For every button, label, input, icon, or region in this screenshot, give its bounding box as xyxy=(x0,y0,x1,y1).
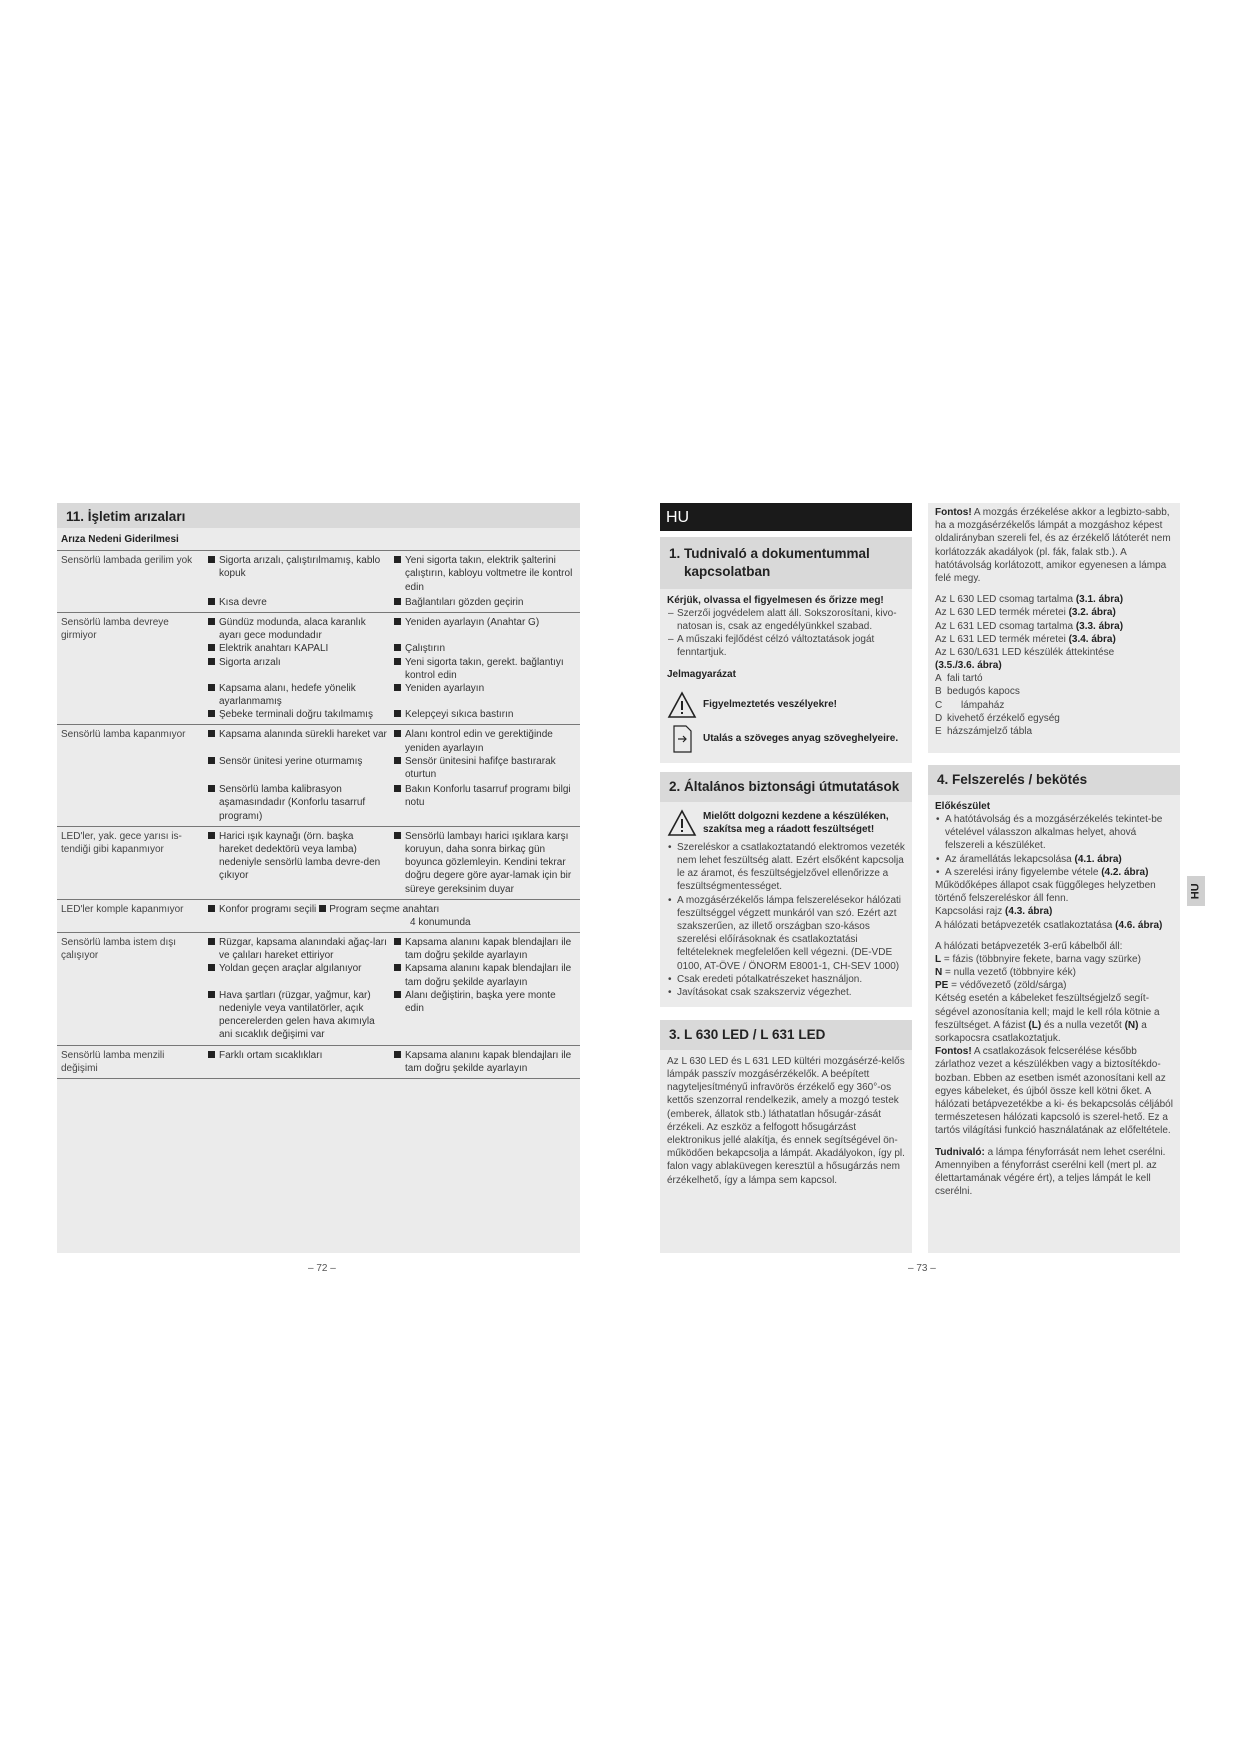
figure-ref: Az L 631 LED csomag tartalma (3.3. ábra) xyxy=(935,620,1124,632)
reference-legend: Utalás a szöveges anyag szöveghelyeire. xyxy=(667,725,905,753)
symptom-cell: Sensörlü lamba devreye girmiyor xyxy=(61,616,169,642)
cause-remedy-inline xyxy=(207,903,580,916)
warning-triangle-icon xyxy=(667,809,697,837)
cause-remedy-pair xyxy=(207,830,580,896)
legend-item: C lámpaház xyxy=(935,699,1005,711)
cause-text: Sigorta arızalı, çalıştırılmamış, kablo kopuk xyxy=(219,555,381,580)
cable-L: L = fázis (többnyire fekete, barna vagy szürke) xyxy=(935,953,1141,965)
section-title: 11. İşletim arızaları xyxy=(57,503,580,528)
install-text: Kapcsolási rajz (4.3. ábra) xyxy=(935,906,1053,918)
section-3-title: 3. L 630 LED / L 631 LED xyxy=(660,1020,912,1050)
read-note: Kérjük, olvassa el figyelmesen és őrizze meg! xyxy=(667,594,884,606)
remedy-text: Sensörlü lambayı harici ışıklara karşı koruyun, daha sonra birkaç gün boyunca gözlemleyin. Kendini tekrar doğru degere göre ayar-lamak için bir süreye gereksinim duyar xyxy=(405,830,572,895)
cause-remedy-pair xyxy=(207,616,580,642)
figure-ref: Az L 630 LED termék méretei (3.2. ábra) xyxy=(935,607,1116,619)
figure-ref: Az L 631 LED termék méretei (3.4. ábra) xyxy=(935,633,1116,645)
lamp-note: Tudnivaló: a lámpa fényforrását nem lehet cserélni. Amennyiben a fényforrást cserélni kell (mert pl. az élettartamának végére ért), a teljes lámpát le kell cserélni. xyxy=(935,1146,1166,1198)
legend-item: B bedugós kapocs xyxy=(935,686,1020,698)
important-note: Fontos! A csatlakozások felcserélése később zárlathoz vezet a készülékben vagy a biztosítékdo-bozban. Ebben az esetben ismét azonosítani kell az egyes kábeleket, és újból össze kell kötni őket. A hálózati betápvezetékbe a ki- és bekapcsolás céljából természetesen hálózati kapcsoló is szerel-hető. Ez a tartós világítási funkció használatának az előfeltétele. xyxy=(935,1046,1173,1137)
cause-text: Sensör ünitesi yerine oturmamış xyxy=(219,755,363,767)
cause-text: Şebeke terminali doğru takılmamış xyxy=(219,709,373,721)
cause-text: Rüzgar, kapsama alanındaki ağaç-ları ve çalıları hareket ettiriyor xyxy=(219,937,387,962)
cause-remedy-pair xyxy=(207,989,580,1042)
troubleshooting-panel xyxy=(57,503,580,1253)
section-4-title: 4. Felszerelés / bekötés xyxy=(928,765,1180,795)
cause-remedy-pair xyxy=(207,755,580,781)
cause-text: Gündüz modunda, alaca karanlık ayarı gece modundadır xyxy=(219,616,366,642)
cause-text: Elektrik anahtarı KAPALI xyxy=(219,643,329,655)
install-bullet: • A hatótávolság és a mozgásérzékelés tekintet-be vételével válasszon alkalmas helyet, ahová felszereli a készüléket. xyxy=(935,813,1173,853)
cause-text: Konfor programı seçili xyxy=(219,903,317,915)
cable-N: N = nulla vezető (többnyire kék) xyxy=(935,967,1076,979)
table-row xyxy=(57,900,580,933)
install-text: Működőképes állapot csak függőleges helyzetben történő felszereléskor áll fenn. xyxy=(935,879,1156,905)
safety-bullet: • A mozgásérzékelős lámpa felszerelésekor hálózati feszültséggel végzett munkáról van szó. Ezért azt szakszerűen, az illető országban szo-kásos szerelési előírásoknak és csatlakoztatási feltételeknek megfelelően kell végezni. (DE-VDE 0100, AT-ÖVE / ÖNORM E8001-1, CH-SEV 1000) xyxy=(667,894,905,973)
copyright-note: – Szerzői jogvédelem alatt áll. Sokszorosítani, kivo-natosan is, csak az engedélyünkkel szabad. xyxy=(667,607,905,633)
table-header: Arıza Nedeni Giderilmesi xyxy=(57,528,580,551)
cause-remedy-pair xyxy=(207,1049,580,1075)
remedy-text: Alanı değiştirin, başka yere monte edin xyxy=(405,989,556,1014)
important-note: Fontos! A mozgás érzékelése akkor a legbizto-sabb, ha a mozgásérzékelős lámpát a mozgáshoz képest oldalirányban szereli fel, és az érzékelő látóterét nem korlátozzák akadályok (pl. fák, falak stb.). A hatótávolság korlátozott, amikor egyenesen a lámpa felé megy. xyxy=(935,507,1171,584)
cable-intro: A hálózati betápvezeték 3-erű kábelből áll: xyxy=(935,940,1123,952)
table-row xyxy=(57,933,580,1046)
cause-remedy-pair xyxy=(207,708,580,721)
symptom-cell: Sensörlü lamba menzili değişimi xyxy=(61,1049,165,1074)
installation-block xyxy=(928,765,1180,1253)
remedy-text: Kapsama alanını kapak blendajları ile tam doğru şekilde ayarlayın xyxy=(405,937,572,962)
symptom-cell: Sensörlü lamba kapanmıyor xyxy=(61,729,186,741)
page-number-right: – 73 – xyxy=(908,1263,936,1274)
remedy-text: Yeni sigorta takın, gerekt. bağlantıyı kontrol edin xyxy=(405,656,564,681)
section-2-title: 2. Általános biztonsági útmutatások xyxy=(660,772,912,802)
section-1-title: 1. Tudnivaló a dokumentummal kapcsolatban xyxy=(660,537,912,589)
remedy-text: Kapsama alanını kapak blendajları ile tam doğru şekilde ayarlayın xyxy=(405,963,572,988)
legend-item: A fali tartó xyxy=(935,673,983,685)
cause-remedy-pair xyxy=(207,783,580,823)
product-block xyxy=(660,1020,912,1253)
install-text: Kétség esetén a kábeleket feszültségjelző segít-ségével azonosítania kell; majd le kell róla kötnie a feszültséget. A fázist (L) és a nulla vezetőt (N) a sorkapocsra csatlakoztatjuk. xyxy=(935,993,1160,1044)
cause-text: Yoldan geçen araçlar algılanıyor xyxy=(219,963,362,975)
table-row xyxy=(57,827,580,900)
cause-remedy-pair xyxy=(207,962,580,988)
symptom-cell: Sensörlü lamba istem dışı çalışıyor xyxy=(61,937,177,962)
preparation-heading: Előkészület xyxy=(935,800,991,812)
detection-info-block xyxy=(928,503,1180,753)
figure-ref: Az L 630 LED csomag tartalma (3.1. ábra) xyxy=(935,594,1124,606)
legend-item: D kivehető érzékelő egység xyxy=(935,712,1060,724)
warning-legend: Figyelmeztetés veszélyekre! xyxy=(667,691,905,719)
cause-text: Kapsama alanı, hedefe yönelik ayarlanmamış xyxy=(219,682,356,708)
safety-block xyxy=(660,772,912,1007)
symptom-cell: LED'ler, yak. gece yarısı is-tendiği gibi kapanmıyor xyxy=(61,830,182,855)
legend-title: Jelmagyarázat xyxy=(667,668,736,680)
safety-bullet: • Javításokat csak szakszerviz végezhet. xyxy=(667,986,905,999)
remedy-text: Yeniden ayarlayın (Anahtar G) xyxy=(405,616,540,628)
remedy-text: Kelepçeyi sıkıca bastırın xyxy=(405,709,514,721)
table-row xyxy=(57,551,580,613)
cable-PE: PE = védővezető (zöld/sárga) xyxy=(935,980,1067,992)
cause-remedy-pair xyxy=(207,596,580,609)
table-row xyxy=(57,725,580,826)
section-2-body xyxy=(660,802,912,1004)
remedy-text: Yeni sigorta takın, elektrik şalterini çalıştırın, kabloyu voltmetre ile kontrol edin xyxy=(405,555,573,593)
cause-remedy-pair xyxy=(207,728,580,754)
cause-text: Kapsama alanında sürekli hareket var xyxy=(219,729,387,741)
remedy-text: Bağlantıları gözden geçirin xyxy=(405,596,524,608)
language-side-tab: HU xyxy=(1187,876,1205,906)
table-row xyxy=(57,1046,580,1079)
remedy-text-cont: 4 konumunda xyxy=(410,916,471,928)
changes-note: – A műszaki fejlődést célzó változtatások jogát fenntartjuk. xyxy=(667,633,905,659)
cause-text: Hava şartları (rüzgar, yağmur, kar) nedeniyle veya vantilatörler, açık pencerelerden gelen hava akımıyla ani sıcaklık değişimi var xyxy=(219,989,375,1041)
cause-remedy-pair xyxy=(207,554,580,594)
page-number-left: – 72 – xyxy=(308,1263,336,1274)
cause-text: Harici ışık kaynağı (örn. başka hareket dedektörü veya lamba) nedeniyle sensörlü lamba devre-den çıkıyor xyxy=(219,830,381,882)
remedy-text: Program seçme anahtarı xyxy=(329,903,440,915)
install-bullet: • A szerelési irány figyelembe vétele (4.2. ábra) xyxy=(935,866,1173,879)
symptom-cell: LED'ler komple kapanmıyor xyxy=(61,903,184,915)
install-text: A hálózati betápvezeték csatlakoztatása (4.6. ábra) xyxy=(935,919,1163,931)
cause-remedy-pair xyxy=(207,656,580,682)
figure-ref: (3.5./3.6. ábra) xyxy=(935,660,1002,672)
cause-remedy-pair xyxy=(207,936,580,962)
remedy-text: Kapsama alanını kapak blendajları ile tam doğru şekilde ayarlayın xyxy=(405,1049,572,1074)
remedy-text: Sensör ünitesini hafifçe bastırarak oturtun xyxy=(405,755,556,780)
section-1-body xyxy=(660,589,912,764)
voltage-warning: Mielőtt dolgozni kezdene a készüléken, szakítsa meg a ráadott feszültséget! xyxy=(667,809,905,837)
cause-remedy-pair xyxy=(207,642,580,655)
table-row xyxy=(57,613,580,726)
cause-text: Kısa devre xyxy=(219,596,267,608)
cause-text: Sensörlü lamba kalibrasyon aşamasındadır (Konforlu tasarruf programı) xyxy=(219,784,366,822)
safety-bullet: • Csak eredeti pótalkatrészeket használjon. xyxy=(667,973,905,986)
document-reference-icon xyxy=(667,725,697,753)
language-tag: HU xyxy=(660,503,912,531)
symptom-cell: Sensörlü lambada gerilim yok xyxy=(61,555,193,567)
remedy-text: Bakın Konforlu tasarruf programı bilgi notu xyxy=(405,784,571,809)
install-bullet: • Az áramellátás lekapcsolása (4.1. ábra) xyxy=(935,853,1173,866)
remedy-text: Yeniden ayarlayın xyxy=(405,682,485,694)
cause-text: Sigorta arızalı xyxy=(219,656,281,668)
figure-ref: Az L 630/L631 LED készülék áttekintése xyxy=(935,646,1115,658)
warning-triangle-icon xyxy=(667,691,697,719)
safety-bullet: • Szereléskor a csatlakoztatandó elektromos vezeték nem lehet feszültség alatt. Ezért elsőként kapcsolja le az áramot, és feszültségjelzővel ellenőrizze a feszültségmentességet. xyxy=(667,841,905,894)
legend-item: E házszámjelző tábla xyxy=(935,726,1033,737)
cause-remedy-pair xyxy=(207,682,580,708)
section-3-body: Az L 630 LED és L 631 LED kültéri mozgásérzé-kelős lámpák passzív mozgásérzékelők. A beépített nagyteljesítményű infravörös érzékelő egy 360°-os kettős szenzorral rendelkezik, amely a mozgó testek (emberek, állatok stb.) láthatatlan hősugár-zását érzékeli. Az eszköz a felfogott hősugárzást elektronikus jellé alakítja, és ennek segítségével ön-működően bekapcsolja a lámpát. Akadályokon, így pl. falon vagy ablaküvegen keresztül a hősugárzás nem érzékelhető, így a lámpa sem kapcsol. xyxy=(667,1055,905,1186)
cause-text: Farklı ortam sıcaklıkları xyxy=(219,1049,323,1061)
remedy-text: Alanı kontrol edin ve gerektiğinde yeniden ayarlayın xyxy=(405,729,553,754)
doc-notes-block xyxy=(660,503,912,763)
remedy-text: Çalıştırın xyxy=(405,643,446,655)
